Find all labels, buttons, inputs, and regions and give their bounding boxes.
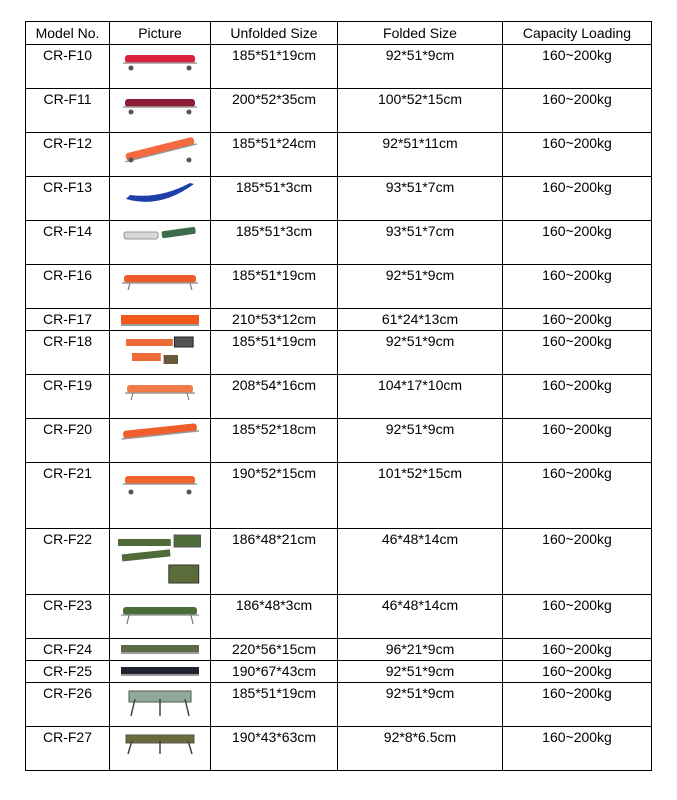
picture-cell bbox=[110, 265, 211, 309]
black-mesh-stretcher-image bbox=[120, 665, 200, 677]
folded-size-cell: 93*51*7cm bbox=[338, 221, 503, 265]
capacity-loading-cell: 160~200kg bbox=[503, 661, 652, 683]
picture-cell bbox=[110, 529, 211, 595]
capacity-loading-cell: 160~200kg bbox=[503, 419, 652, 463]
picture-cell bbox=[110, 661, 211, 683]
unfolded-size-cell: 185*52*18cm bbox=[211, 419, 338, 463]
table-row bbox=[26, 331, 652, 375]
folded-size-cell: 92*8*6.5cm bbox=[338, 727, 503, 771]
camouflage-flat-stretcher-image bbox=[120, 643, 200, 655]
folded-size-cell: 61*24*13cm bbox=[338, 309, 503, 331]
picture-cell bbox=[110, 595, 211, 639]
table-row bbox=[26, 265, 652, 309]
unfolded-size-cell: 185*51*19cm bbox=[211, 331, 338, 375]
model-number-cell: CR-F22 bbox=[26, 529, 110, 595]
capacity-loading-cell: 160~200kg bbox=[503, 177, 652, 221]
capacity-loading-cell: 160~200kg bbox=[503, 683, 652, 727]
table-row bbox=[26, 463, 652, 529]
model-number-cell: CR-F21 bbox=[26, 463, 110, 529]
unfolded-size-cell: 210*53*12cm bbox=[211, 309, 338, 331]
picture-cell bbox=[110, 331, 211, 375]
orange-flat-stretcher-image bbox=[120, 313, 200, 327]
table-row bbox=[26, 45, 652, 89]
table-row bbox=[26, 133, 652, 177]
header-row bbox=[26, 22, 652, 45]
capacity-loading-cell: 160~200kg bbox=[503, 639, 652, 661]
camouflage-stretcher-set-image bbox=[116, 533, 204, 585]
unfolded-size-cell: 200*52*35cm bbox=[211, 89, 338, 133]
folded-size-cell: 92*51*9cm bbox=[338, 331, 503, 375]
unfolded-size-cell: 220*56*15cm bbox=[211, 639, 338, 661]
capacity-loading-cell: 160~200kg bbox=[503, 595, 652, 639]
maroon-stretcher-with-wheels-image bbox=[123, 93, 197, 115]
model-number-cell: CR-F26 bbox=[26, 683, 110, 727]
orange-stretcher-with-legs-image bbox=[125, 379, 195, 401]
capacity-loading-cell: 160~200kg bbox=[503, 463, 652, 529]
camouflage-cot-stretcher-image bbox=[122, 731, 198, 755]
picture-cell bbox=[110, 419, 211, 463]
unfolded-size-cell: 185*51*19cm bbox=[211, 45, 338, 89]
table-row bbox=[26, 419, 652, 463]
folded-size-cell: 96*21*9cm bbox=[338, 639, 503, 661]
unfolded-size-cell: 186*48*21cm bbox=[211, 529, 338, 595]
capacity-loading-cell: 160~200kg bbox=[503, 45, 652, 89]
green-military-stretcher-image bbox=[121, 599, 199, 625]
model-number-cell: CR-F23 bbox=[26, 595, 110, 639]
table-row bbox=[26, 221, 652, 265]
folded-size-cell: 100*52*15cm bbox=[338, 89, 503, 133]
grey-green-cot-stretcher-image bbox=[125, 687, 195, 717]
table-row bbox=[26, 639, 652, 661]
model-number-cell: CR-F16 bbox=[26, 265, 110, 309]
picture-cell bbox=[110, 133, 211, 177]
header-folded-size: Folded Size bbox=[338, 22, 503, 45]
table-row bbox=[26, 683, 652, 727]
table-row bbox=[26, 529, 652, 595]
model-number-cell: CR-F24 bbox=[26, 639, 110, 661]
orange-curved-stretcher-image bbox=[121, 423, 199, 441]
capacity-loading-cell: 160~200kg bbox=[503, 727, 652, 771]
folded-size-cell: 92*51*9cm bbox=[338, 419, 503, 463]
picture-cell bbox=[110, 177, 211, 221]
unfolded-size-cell: 185*51*3cm bbox=[211, 177, 338, 221]
unfolded-size-cell: 190*67*43cm bbox=[211, 661, 338, 683]
model-number-cell: CR-F20 bbox=[26, 419, 110, 463]
blue-scoop-stretcher-image bbox=[124, 181, 196, 205]
model-number-cell: CR-F17 bbox=[26, 309, 110, 331]
unfolded-size-cell: 185*51*19cm bbox=[211, 265, 338, 309]
header-model-no: Model No. bbox=[26, 22, 110, 45]
table-row bbox=[26, 375, 652, 419]
unfolded-size-cell: 185*51*19cm bbox=[211, 683, 338, 727]
picture-cell bbox=[110, 463, 211, 529]
model-number-cell: CR-F12 bbox=[26, 133, 110, 177]
unfolded-size-cell: 190*52*15cm bbox=[211, 463, 338, 529]
capacity-loading-cell: 160~200kg bbox=[503, 529, 652, 595]
folded-size-cell: 92*51*9cm bbox=[338, 661, 503, 683]
header-picture: Picture bbox=[110, 22, 211, 45]
capacity-loading-cell: 160~200kg bbox=[503, 309, 652, 331]
model-number-cell: CR-F10 bbox=[26, 45, 110, 89]
capacity-loading-cell: 160~200kg bbox=[503, 375, 652, 419]
header-capacity-loading: Capacity Loading bbox=[503, 22, 652, 45]
red-stretcher-with-wheels-image bbox=[123, 49, 197, 71]
model-number-cell: CR-F13 bbox=[26, 177, 110, 221]
picture-cell bbox=[110, 639, 211, 661]
table-row bbox=[26, 661, 652, 683]
model-number-cell: CR-F25 bbox=[26, 661, 110, 683]
folded-size-cell: 93*51*7cm bbox=[338, 177, 503, 221]
orange-wheeled-stretcher-image bbox=[123, 467, 197, 495]
unfolded-size-cell: 190*43*63cm bbox=[211, 727, 338, 771]
unfolded-size-cell: 186*48*3cm bbox=[211, 595, 338, 639]
capacity-loading-cell: 160~200kg bbox=[503, 133, 652, 177]
orange-folding-stretcher-image bbox=[122, 269, 198, 291]
picture-cell bbox=[110, 727, 211, 771]
orange-adjustable-stretcher-image bbox=[123, 137, 197, 163]
model-number-cell: CR-F27 bbox=[26, 727, 110, 771]
table-row bbox=[26, 595, 652, 639]
capacity-loading-cell: 160~200kg bbox=[503, 331, 652, 375]
model-number-cell: CR-F18 bbox=[26, 331, 110, 375]
model-number-cell: CR-F11 bbox=[26, 89, 110, 133]
grey-green-folding-stretcher-image bbox=[122, 225, 198, 247]
unfolded-size-cell: 208*54*16cm bbox=[211, 375, 338, 419]
table-row bbox=[26, 177, 652, 221]
model-number-cell: CR-F19 bbox=[26, 375, 110, 419]
folded-size-cell: 92*51*9cm bbox=[338, 45, 503, 89]
product-spec-table bbox=[25, 21, 652, 771]
capacity-loading-cell: 160~200kg bbox=[503, 265, 652, 309]
capacity-loading-cell: 160~200kg bbox=[503, 221, 652, 265]
folded-size-cell: 104*17*10cm bbox=[338, 375, 503, 419]
table-row bbox=[26, 727, 652, 771]
folded-size-cell: 46*48*14cm bbox=[338, 529, 503, 595]
folded-size-cell: 92*51*11cm bbox=[338, 133, 503, 177]
folded-size-cell: 46*48*14cm bbox=[338, 595, 503, 639]
folded-size-cell: 101*52*15cm bbox=[338, 463, 503, 529]
picture-cell bbox=[110, 221, 211, 265]
header-unfolded-size: Unfolded Size bbox=[211, 22, 338, 45]
table-row bbox=[26, 89, 652, 133]
model-number-cell: CR-F14 bbox=[26, 221, 110, 265]
picture-cell bbox=[110, 309, 211, 331]
capacity-loading-cell: 160~200kg bbox=[503, 89, 652, 133]
picture-cell bbox=[110, 375, 211, 419]
unfolded-size-cell: 185*51*3cm bbox=[211, 221, 338, 265]
picture-cell bbox=[110, 683, 211, 727]
folded-size-cell: 92*51*9cm bbox=[338, 683, 503, 727]
table-row bbox=[26, 309, 652, 331]
picture-cell bbox=[110, 89, 211, 133]
picture-cell bbox=[110, 45, 211, 89]
orange-stretcher-with-bag-image bbox=[124, 335, 196, 367]
unfolded-size-cell: 185*51*24cm bbox=[211, 133, 338, 177]
folded-size-cell: 92*51*9cm bbox=[338, 265, 503, 309]
